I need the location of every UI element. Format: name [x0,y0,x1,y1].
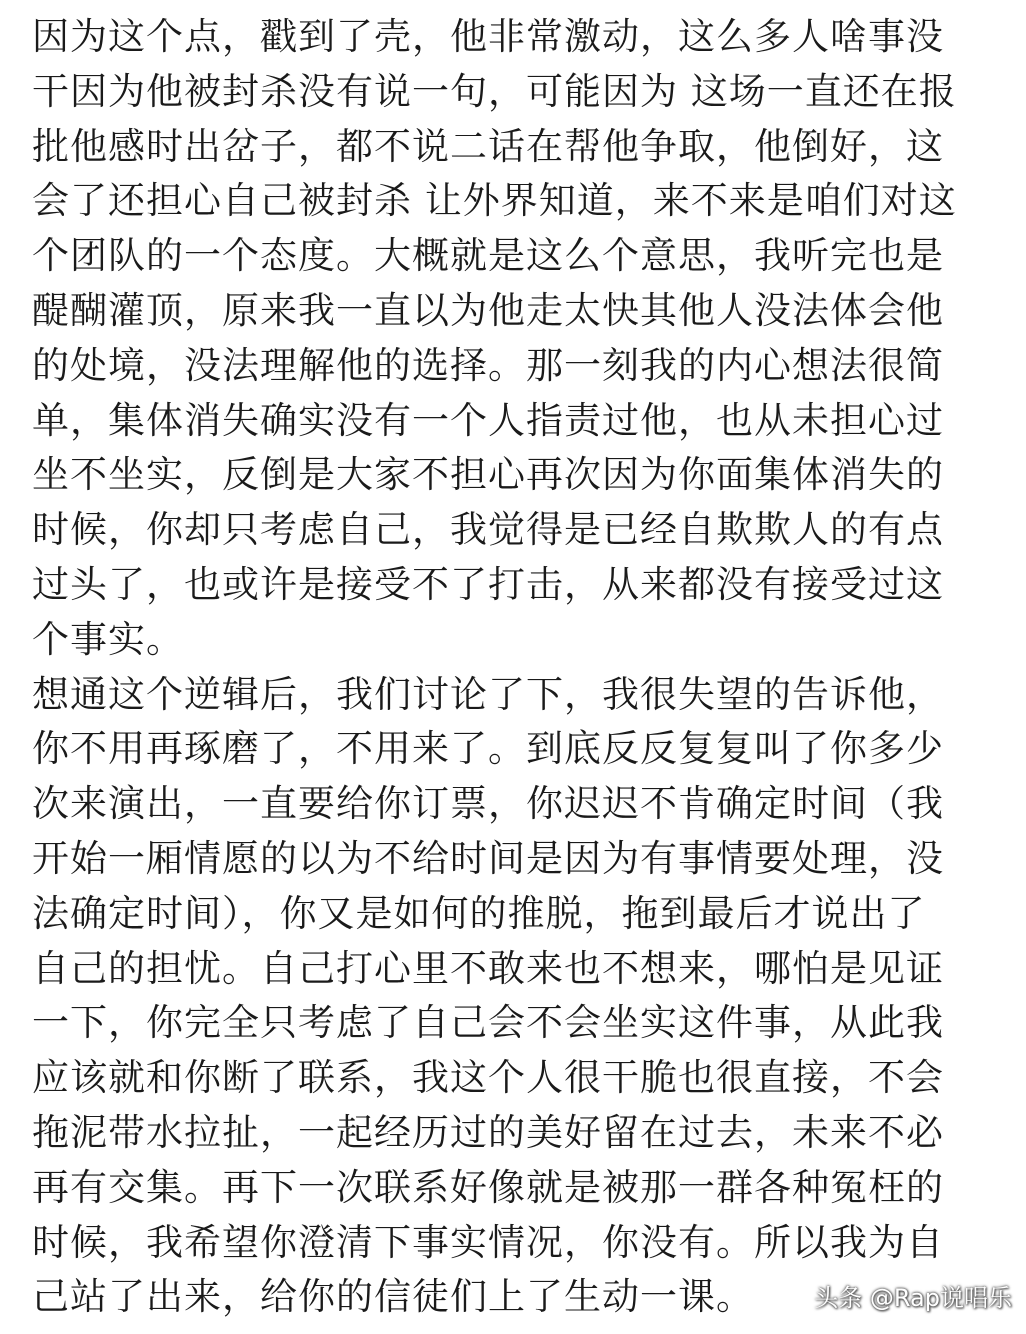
document-body [32,10,1002,1325]
text-line: 自己的担忧。自己打心里不敢来也不想来，哪怕是见证 [32,946,944,990]
text-line: 时候，我希望你澄清下事实情况，你没有。所以我为自 [32,1220,944,1264]
text-line: 想通这个逆辑后，我们讨论了下，我很失望的告诉他， [32,672,944,716]
source-watermark: 头条 @Rap说唱乐 [814,1284,1012,1312]
text-line: 批他感时出岔子，都不说二话在帮他争取，他倒好，这 [32,124,944,168]
text-line: 开始一厢情愿的以为不给时间是因为有事情要处理，没 [32,836,944,880]
text-line: 的处境，没法理解他的选择。那一刻我的内心想法很简 [32,343,944,387]
text-line: 会了还担心自己被封杀 让外界知道，来不来是咱们对这 [32,179,957,223]
text-line: 干因为他被封杀没有说一句，可能因为 这场一直还在报 [32,69,957,113]
text-line: 次来演出，一直要给你订票，你迟迟不肯确定时间（我 [32,782,944,826]
text-line: 你不用再琢磨了，不用来了。到底反反复复叫了你多少 [32,727,944,771]
text-line: 个事实。 [32,617,184,661]
text-line: 应该就和你断了联系，我这个人很干脆也很直接，不会 [32,1056,944,1100]
text-line: 法确定时间），你又是如何的推脱，拖到最后才说出了 [32,891,926,935]
text-line: 单，集体消失确实没有一个人指责过他，也从未担心过 [32,398,944,442]
text-line: 个团队的一个态度。大概就是这么个意思，我听完也是 [32,234,944,278]
text-line: 再有交集。再下一次联系好像就是被那一群各种冤枉的 [32,1165,944,1209]
text-line: 坐不坐实，反倒是大家不担心再次因为你面集体消失的 [32,453,944,497]
text-line: 醍醐灌顶，原来我一直以为他走太快其他人没法体会他 [32,288,944,332]
text-line: 过头了，也或许是接受不了打击，从来都没有接受过这 [32,562,944,606]
text-line: 因为这个点，戳到了壳，他非常激动，这么多人啥事没 [32,15,944,58]
text-line: 己站了出来，给你的信徒们上了生动一课。 [32,1275,754,1319]
text-line: 一下，你完全只考虑了自己会不会坐实这件事，从此我 [32,1001,944,1045]
text-line: 时候，你却只考虑自己，我觉得是已经自欺欺人的有点 [32,508,944,552]
text-line: 拖泥带水拉扯，一起经历过的美好留在过去，未来不必 [32,1110,944,1154]
